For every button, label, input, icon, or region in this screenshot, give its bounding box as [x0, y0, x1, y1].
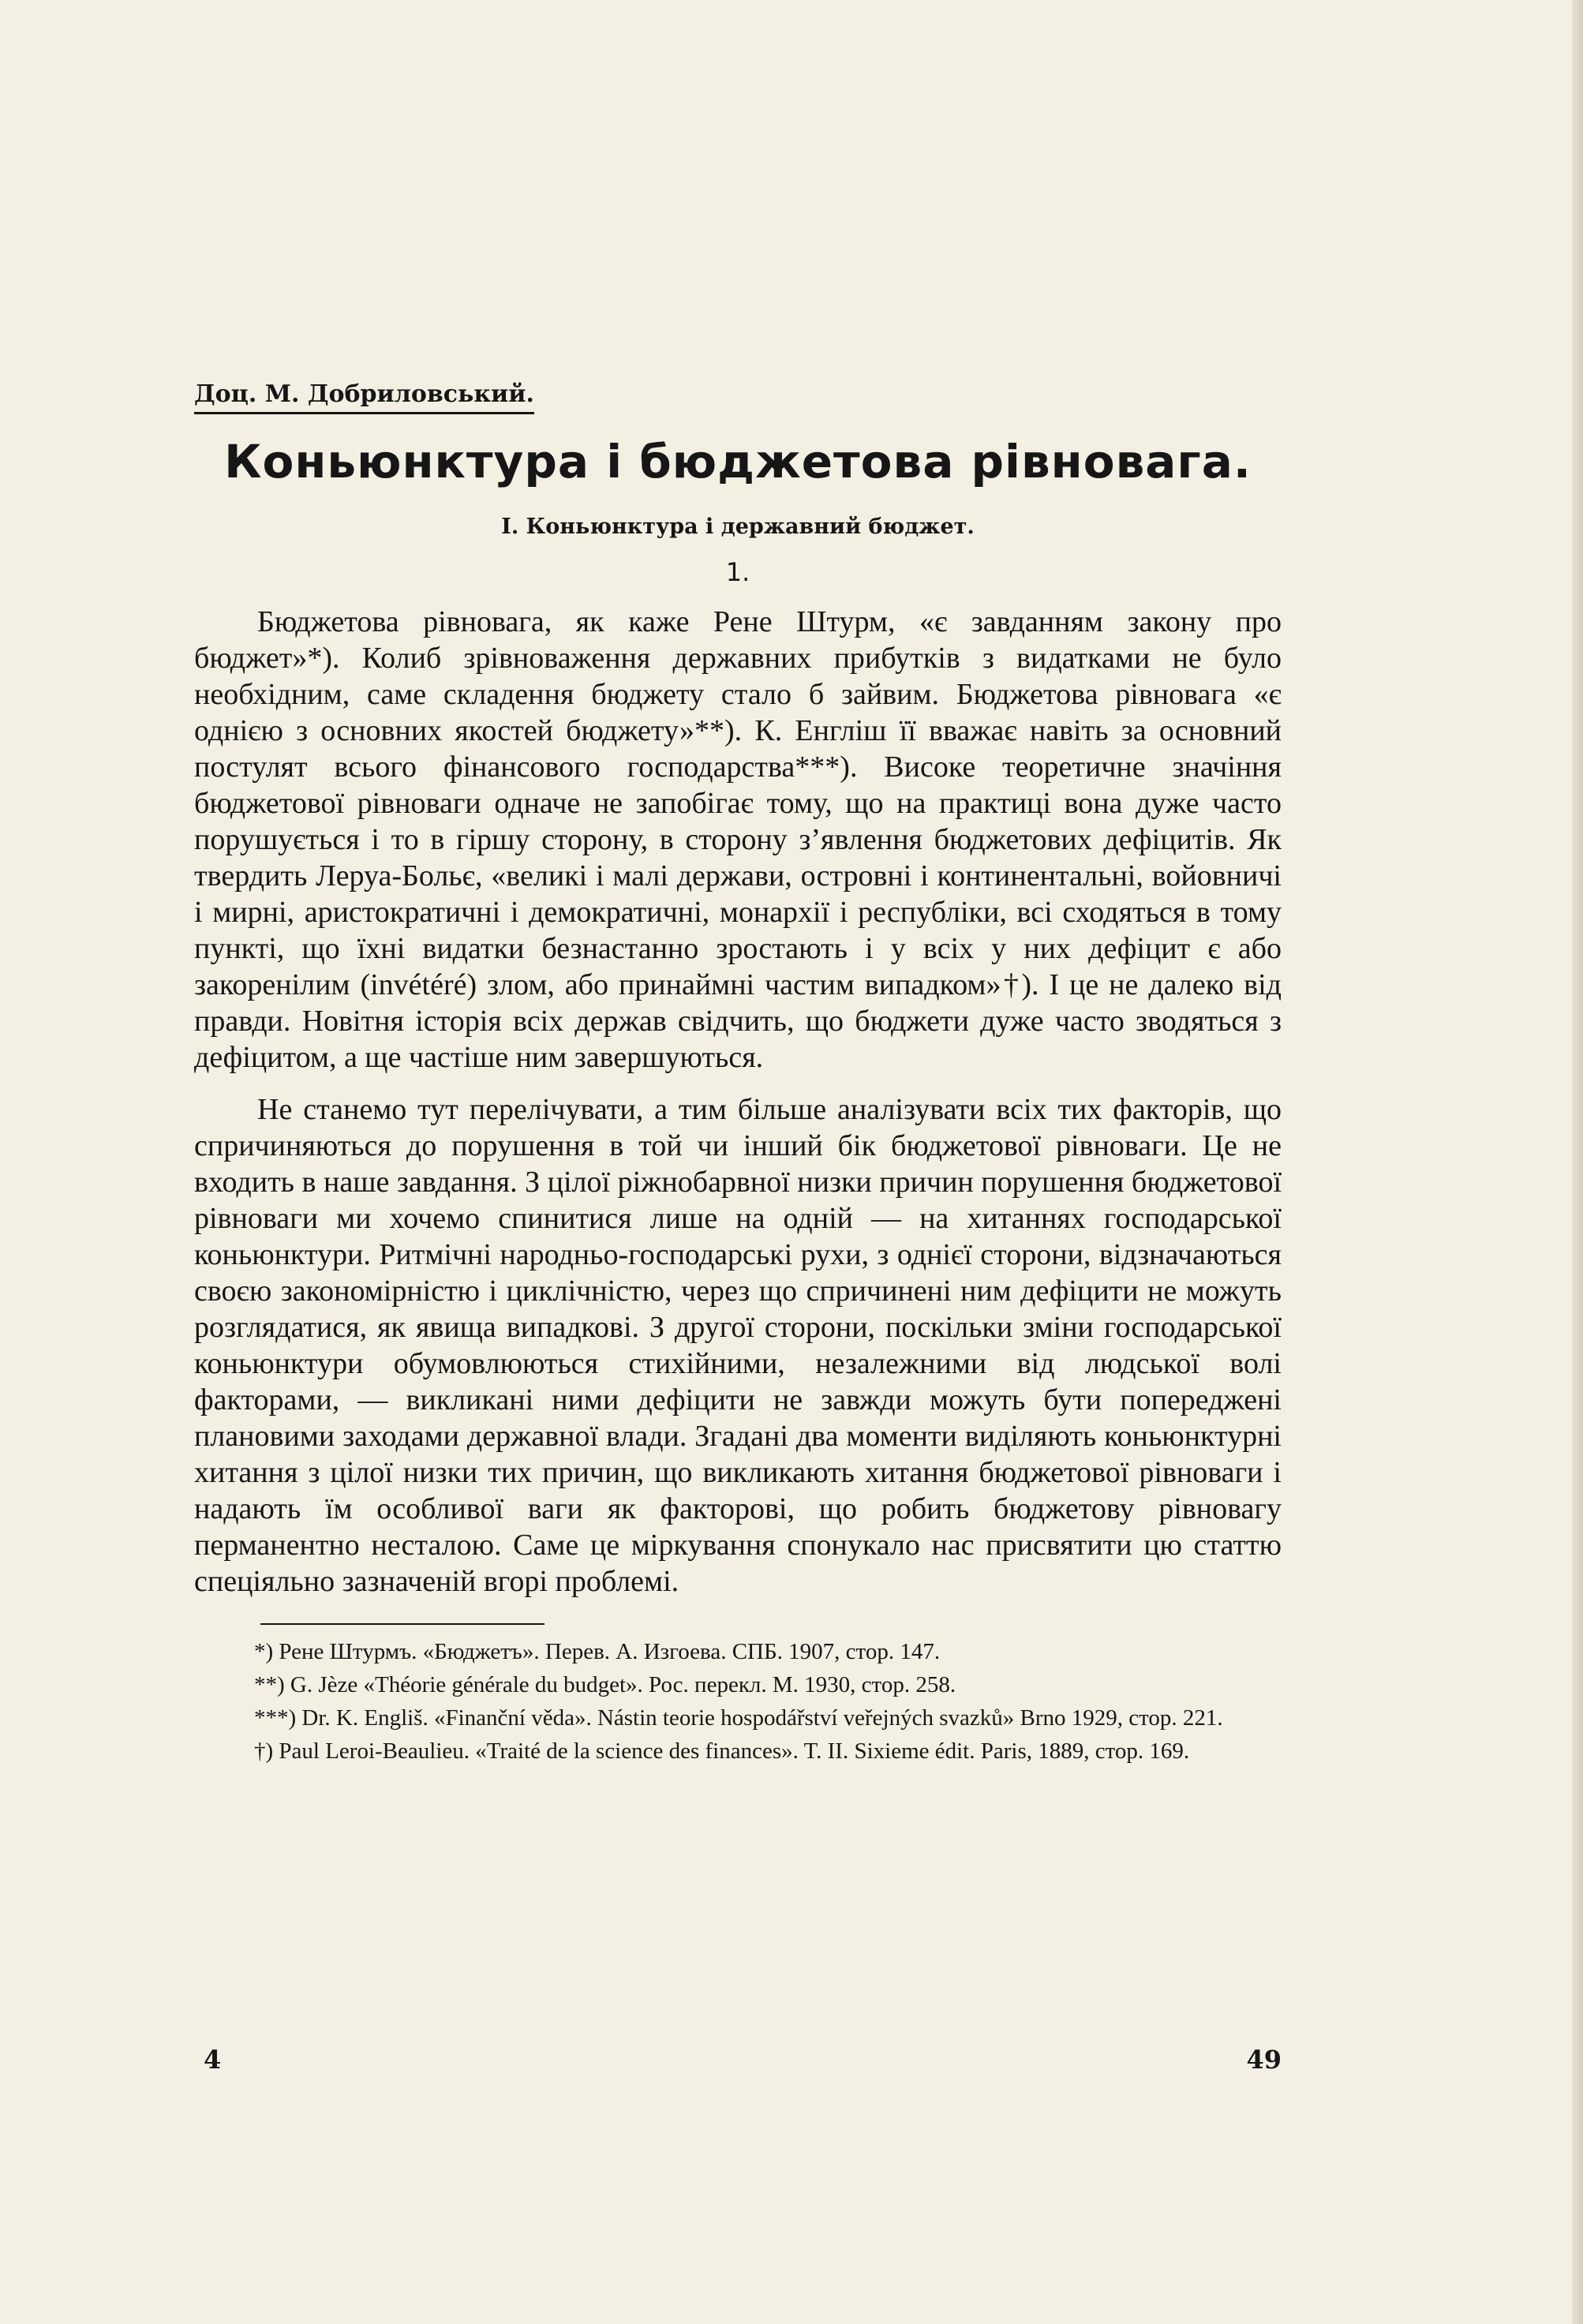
page-footer [204, 2040, 1282, 2079]
section-number: 1. [725, 557, 750, 587]
footnote-1: *) Рене Штурмъ. «Бюджетъ». Перев. А. Изгоева. СПБ. 1907, стор. 147. [254, 1639, 941, 1664]
footnote-3: ***) Dr. K. Engliš. «Finanční věda». Nástin teorie hospodářství veřejných svazků» Brno 1929, стор. 221. [254, 1705, 1223, 1731]
footnote-divider [260, 1623, 545, 1625]
footnote-2: **) G. Jèze «Théorie générale du budget». Рос. перекл. М. 1930, стор. 258. [254, 1672, 956, 1697]
section-heading: I. Коньюнктура і державний бюджет. [501, 515, 975, 539]
article-title: Коньюнктура і бюджетова рівновага. [224, 435, 1252, 488]
footnote-4: †) Paul Leroi-Beaulieu. «Traité de la science des finances». T. II. Sixieme édit. Paris, 1889, стор. 169. [254, 1738, 1190, 1764]
footnotes [194, 1636, 1282, 1767]
page-edge [1572, 0, 1583, 2324]
printer-signature-mark: 4 [204, 2045, 222, 2075]
article [194, 379, 1282, 1767]
page-number: 49 [1246, 2045, 1282, 2075]
paragraph-1: Бюджетова рівновага, як каже Рене Штурм, «є завданням закону про бюджет»*). Колиб зрівноваження державних прибутків з видатками не було необхідним, саме складення бюджету стало б зайвим. Бюджетова рівновага «є однією з основних якостей бюджету»**). К. Енгліш її вважає навіть за основний постулят всього фінансового господарства***). Високе теоретичне значіння бюджетової рівноваги одначе не запобігає тому, що на практиці вона дуже часто порушується і то в гіршу сторону, в сторону з’явлення бюджетових дефіцитів. Як твердить Леруа-Больє, «великі і малі держави, островні і континентальні, войовничі і мирні, аристократичні і демократичні, монархії і республіки, всі сходяться в тому пункті, що їхні видатки безнастанно зростають і у всіх у них дефіцит є або закоренілим (invétéré) злом, або принаймні частим випадком»†). І це не далеко від правди. Новітня історія всіх держав свідчить, що бюджети дуже часто зводяться з дефіцитом, а ще частіше ним завершуються. [194, 605, 1282, 1074]
author-name: Доц. М. Добриловський. [194, 379, 534, 414]
paragraph-2: Не станемо тут перелічувати, а тим більше аналізувати всіх тих факторів, що спричиняються до порушення в той чи інший бік бюджетової рівноваги. Це не входить в наше завдання. З цілої ріжнобарвної низки причин порушення бюджетової рівноваги ми хочемо спинитися лише на одній — на хитаннях господарської коньюнктури. Ритмічні народньо-господарські рухи, з однієї сторони, відзначаються своєю закономірністю і циклічністю, через що спричинені ним дефіцити не можуть розглядатися, як явища випадкові. З другої сторони, поскільки зміни господарської коньюнктури обумовлюються стихійними, незалежними від людської волі факторами, — викликані ними дефіцити не завжди можуть бути попереджені плановими заходами державної влади. Згадані два моменти виділяють коньюнктурні хитання з цілої низки тих причин, що викликають хитання бюджетової рівноваги і надають їм особливої ваги як факторові, що робить бюджетову рівновагу перманентно несталою. Саме це міркування спонукало нас присвятити цю статтю спеціяльно зазначеній вгорі проблемі. [194, 1093, 1282, 1598]
